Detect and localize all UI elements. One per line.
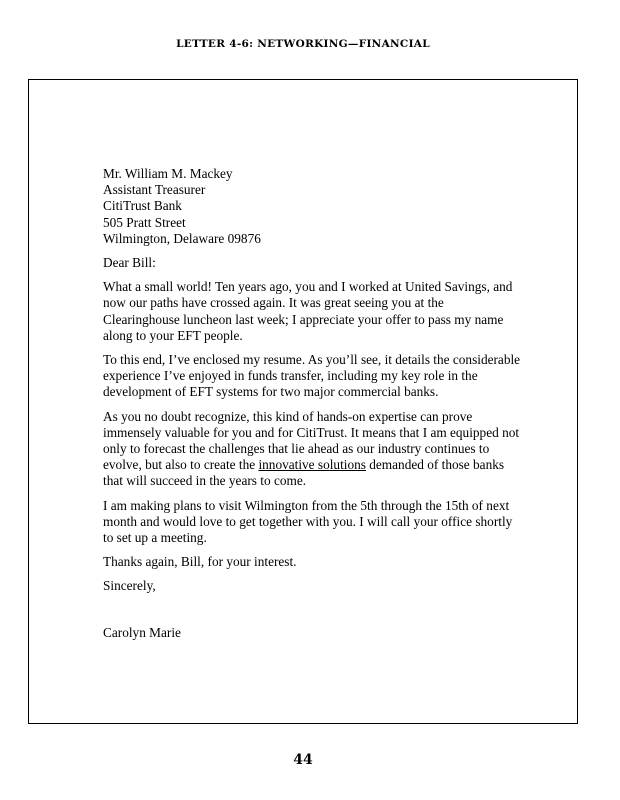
address-name: Mr. William M. Mackey [103,166,233,181]
salutation: Dear Bill: [103,255,156,271]
paragraph-3-text-end: demanded of those banks that will succeed in the years to come. [103,457,505,489]
paragraph-3 [103,409,523,490]
address-company: CitiTrust Bank [103,198,182,214]
page-number: 44 [293,752,313,768]
page-header-title: LETTER 4-6: NETWORKING—FINANCIAL [176,38,430,50]
paragraph-4: I am making plans to visit Wilmington from the 5th through the 15th of next month and would love to get together with you. I will call your office shortly to set up a meeting. [103,497,513,546]
underlined-phrase: innovative solutions [258,457,366,473]
recipient-address [103,166,523,247]
letter-body [103,166,523,649]
paragraph-5: Thanks again, Bill, for your interest. [103,554,297,570]
address-street: 505 Pratt Street [103,214,186,230]
paragraph-1: What a small world! Ten years ago, you and I worked at United Savings, and now our paths have crossed again. It was great seeing you at the Clearinghouse luncheon last week; I appreciate your offer to pass my name along to your EFT people. [103,279,513,343]
paragraph-3-text-start: As you no doubt recognize, this kind of hands-on expertise can prove immensely valuable for you and for CitiTrust. It means that I am equipped not only to forecast the challenges that lie ahead as our industry continues to evolve, but also to create the [103,408,520,473]
address-city: Wilmington, Delaware 09876 [103,230,261,246]
closing: Sincerely, [103,578,156,594]
address-title: Assistant Treasurer [103,182,206,198]
signature-name: Carolyn Marie [103,624,181,640]
paragraph-2: To this end, I’ve enclosed my resume. As you’ll see, it details the considerable experience I’ve enjoyed in funds transfer, including my key role in the development of EFT systems for two major commercial banks. [103,352,521,400]
